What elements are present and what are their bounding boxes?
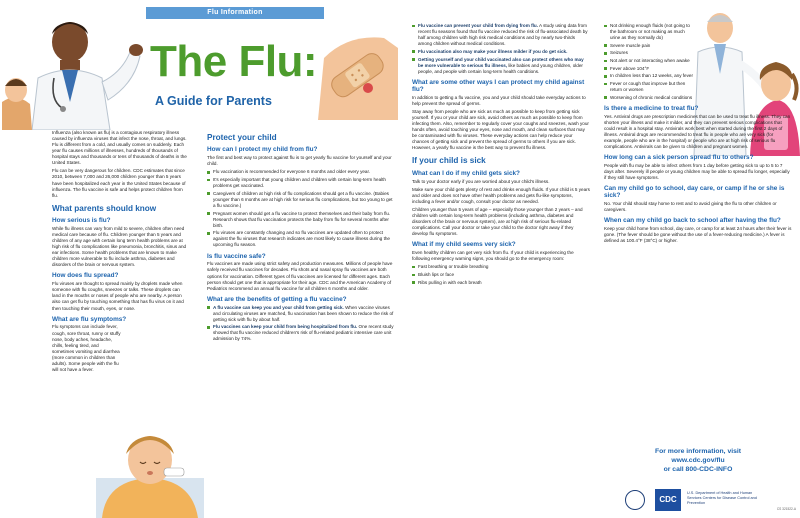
answer-child-sick-2: Make sure your child gets plenty of rest and drinks enough fluids. If your child is 5 years and older and does not have other health problems and gets flu-like symptoms, including a fever and/or cough, consult your doctor as needed. [412, 186, 590, 204]
question-vaccine-benefits: What are the benefits of getting a flu vaccine? [207, 295, 347, 303]
question-how-protect: How can I protect my child from flu? [207, 146, 318, 154]
answer-vaccine-safe: Flu vaccines are made using strict safety and production measures. Millions of people have safely received flu vaccines for decades. Flu shots and nasal spray flu vaccines are both options for vaccination. Different types of flu vaccines are licensed for different ages. Each person should get one that is appropriate for their age. CDC and the American Academy of Pediatrics recommend an annual flu vaccine for all children 6 months and older. [207, 261, 393, 291]
benefits-bullet-list [207, 305, 395, 343]
question-child-sick: What can I do if my child gets sick? [412, 169, 520, 177]
cdc-flu-link[interactable]: www.cdc.gov/flu [671, 456, 725, 464]
intro-paragraph-1: Influenza (also known as flu) is a contagious respiratory illness caused by influenza viruses that infect the nose, throat, and lungs. Flu is different from a cold, and usually comes on suddenly. Each year flu causes millions of illnesses, hundreds of thousands of hospital stays and thousands or tens of thousands of deaths in the United States. [52, 130, 187, 166]
answer-how-spread: Flu viruses are thought to spread mainly by droplets made when someone with flu coughs, sneezes or talks. These droplets can land in the mouths or noses of people who are nearby. A person also can get flu by touching something that has flu virus on it and then touching their mouth, eyes, or nose. [52, 281, 184, 311]
answer-child-sick-3: Children younger than 5 years of age – especially those younger than 2 years – and children with certain long-term health problems (including asthma, diabetes and disorders of the brain or nervous system), are at high risk of serious flu-related complications. Call your doctor or take your child to the doctor right away if they develop flu symptoms. [412, 207, 583, 237]
hhs-eagle-icon [625, 490, 645, 510]
bullet-bold-text: Flu vaccines can keep your child from being hospitalized from flu. [213, 324, 358, 330]
list-item: It's especially important that young children and children with certain long-term health problems get vaccinated. [207, 177, 395, 189]
column-2 [207, 128, 395, 518]
page-subtitle: A Guide for Parents [155, 94, 272, 108]
bullet-text: One recent study showed that flu vaccine reduced children's risk of flu-related pediatric intensive care unit admission by 74%. [213, 324, 394, 342]
question-school-sick: Can my child go to school, day care, or camp if he or she is sick? [604, 185, 785, 200]
section-heading-parents: What parents should know [52, 203, 157, 213]
section-heading-protect: Protect your child [207, 133, 277, 142]
list-item: Flu viruses are constantly changing and so flu vaccines are updated often to protect against the flu viruses that research indicates are most likely to cause illness during the upcoming flu season. [207, 230, 395, 248]
question-vaccine-safe: Is flu vaccine safe? [207, 252, 266, 260]
info-banner: Flu Information [146, 7, 324, 19]
bullet-bold-text: Getting yourself and your child vaccinated also can protect others who may be more vulnerable to serious flu illness, [418, 56, 584, 68]
list-item: Bluish lips or face [412, 272, 590, 278]
column-3 [412, 22, 590, 518]
bullet-text: When vaccine viruses and circulating viruses are matched, flu vaccination has been shown to reduce the risk of getting sick with flu by about half. [213, 304, 394, 322]
document-code: CS 321522-A [776, 507, 796, 511]
answer-school-sick: No. Your child should stay home to rest and to avoid giving the flu to other children or caregivers. [604, 201, 777, 213]
bullet-bold-text: Flu vaccination also may make your illness milder if you do get sick. [418, 48, 568, 54]
benefits-bullet-list-continued [412, 23, 590, 75]
agency-logos [625, 486, 795, 514]
list-item [207, 305, 395, 323]
list-item: Flu vaccination is recommended for everyone 6 months and older every year. [207, 169, 395, 175]
list-item: Fever above 104°F [604, 66, 694, 72]
list-item: Seizures [604, 50, 694, 56]
doctor-illustration [2, 12, 152, 130]
question-how-long-spread: How long can a sick person spread flu to others? [604, 154, 754, 162]
more-info-box [604, 448, 792, 475]
answer-very-sick: Even healthy children can get very sick from flu. If your child is experiencing the following emergency warning signs, you should go to the emergency room: [412, 250, 574, 262]
list-item: Fever or cough that improve but then return or worsen [604, 81, 694, 93]
emergency-signs-list-continued [604, 23, 694, 101]
bullet-text: A study using data from recent flu seasons found that flu vaccine reduced the risk of flu-associated death by half among children with high risk medical conditions and by nearly two-thirds among children without medical conditions. [418, 23, 588, 47]
bandage-illustration [318, 28, 398, 120]
list-item: Pregnant women should get a flu vaccine to protect themselves and their baby from flu. Research shows that flu vaccination protects the baby from flu for several months after birth. [207, 211, 395, 229]
question-back-to-school: When can my child go back to school after having the flu? [604, 217, 781, 225]
list-item: In children less than 12 weeks, any fever [604, 73, 694, 79]
question-how-serious: How serious is flu? [52, 217, 111, 225]
list-item: Worsening of chronic medical conditions [604, 95, 694, 101]
sick-child-illustration [96, 418, 204, 518]
answer-other-ways-1: In addition to getting a flu vaccine, you and your child should take everyday actions to help prevent the spread of germs. [412, 94, 586, 106]
list-item: Fast breathing or trouble breathing [412, 264, 590, 270]
agency-name: U.S. Department of Health and Human Services Centers for Disease Control and Prevention [687, 491, 757, 505]
page-title: The Flu: [150, 37, 318, 86]
section-heading-sick: If your child is sick [412, 156, 486, 166]
question-how-spread: How does flu spread? [52, 272, 119, 280]
answer-medicine: Yes. Antiviral drugs are prescription medicines that can be used to treat flu illness. They can shorten your illness and make it milder, and they can prevent serious complications that could result in a hospital stay. Antivirals work best when started during the first 2 days of illness. Antiviral drugs are recommended to treat flu in people who are very sick (for example, people who are in the hospital) or people who are at high risk of serious flu complications. Antivirals can be given to children and pregnant women. [604, 113, 791, 150]
list-item [412, 49, 590, 55]
bullet-text: like babies and young children, older people, and people with certain long-term health conditions. [418, 62, 583, 74]
answer-symptoms: Flu symptoms can include fever, cough, sore throat, runny or stuffy nose, body aches, headache, chills, feeling tired, and sometimes vomiting and diarrhea (more common in children than adults). Some people with the flu will not have a fever. [52, 324, 121, 372]
list-item: Not drinking enough fluids (not going to the bathroom or not making as much urine as they normally do) [604, 23, 694, 41]
answer-how-protect: The first and best way to protect against flu is to get yearly flu vaccine for yourself and your child. [207, 155, 392, 167]
question-very-sick: What if my child seems very sick? [412, 241, 516, 249]
column-4 [604, 22, 792, 448]
intro-paragraph-2: Flu can be very dangerous for children. CDC estimates that since 2010, between 7,000 and 26,000 children younger than 5 years have been hospitalized each year in the United States because of influenza. The flu vaccine is safe and helps protect children from flu. [52, 168, 186, 198]
list-item: Caregivers of children at high risk of flu complications should get a flu vaccine. (Babies younger than 6 months are at high risk for serious flu complications, but too young to get a flu vaccine.) [207, 191, 395, 209]
answer-child-sick-1: Talk to your doctor early if you are worried about your child's illness. [412, 178, 550, 184]
answer-how-serious: While flu illness can vary from mild to severe, children often need medical care because of flu. Children younger than 5 years and children of any age with certain long term health problems are at high risk of flu complications like pneumonia, bronchitis, sinus and ear infections. Some health problems that are known to make children more vulnerable to flu include asthma, diabetes and disorders of the brain or nervous system. [52, 225, 187, 268]
list-item: Severe muscle pain [604, 43, 694, 49]
question-medicine: Is there a medicine to treat flu? [604, 104, 699, 112]
answer-back-to-school: Keep your child home from school, day care, or camp for at least 24 hours after their fever is gone. (The fever should be gone without the use of a fever-reducing medicine.) A fever is defined as 100.4°F (38°C) or higher. [604, 226, 792, 244]
question-other-ways: What are some other ways I can protect my child against flu? [412, 78, 585, 94]
list-item [412, 23, 590, 47]
more-info-line: For more information, visit [654, 448, 742, 455]
answer-other-ways-2: Stay away from people who are sick as much as possible to keep from getting sick yourself. If you or your child are sick, avoid others as much as possible to keep from infecting them. Also, remember to regularly cover your coughs and sneezes, wash your hands often, avoid touching your eyes, nose and mouth, and clean surfaces that may be contaminated with flu viruses. These everyday actions can help reduce your chances of getting sick and prevent the spread of germs to others if you are sick. However, a yearly flu vaccine is the best way to prevent flu illness. [412, 109, 589, 151]
answer-how-long-spread: People with flu may be able to infect others from 1 day before getting sick to up to 5 to 7 days after. Severely ill people or young children may be able to spread flu longer, especially if they still have symptoms. [604, 162, 790, 181]
list-item: Ribs pulling in with each breath [412, 280, 590, 286]
cdc-phone: or call 800-CDC-INFO [663, 465, 733, 473]
bullet-bold-text: Flu vaccine can prevent your child from dying from flu. [418, 23, 538, 28]
question-symptoms: What are flu symptoms? [52, 315, 127, 323]
list-item: Not alert or not interacting when awake [604, 58, 694, 64]
bullet-bold-text: A flu vaccine can keep you and your child from getting sick. [213, 304, 344, 310]
protect-bullet-list [207, 169, 395, 248]
list-item [207, 324, 395, 342]
cdc-logo: CDC [655, 489, 681, 511]
list-item [412, 57, 590, 75]
emergency-signs-list [412, 264, 590, 285]
